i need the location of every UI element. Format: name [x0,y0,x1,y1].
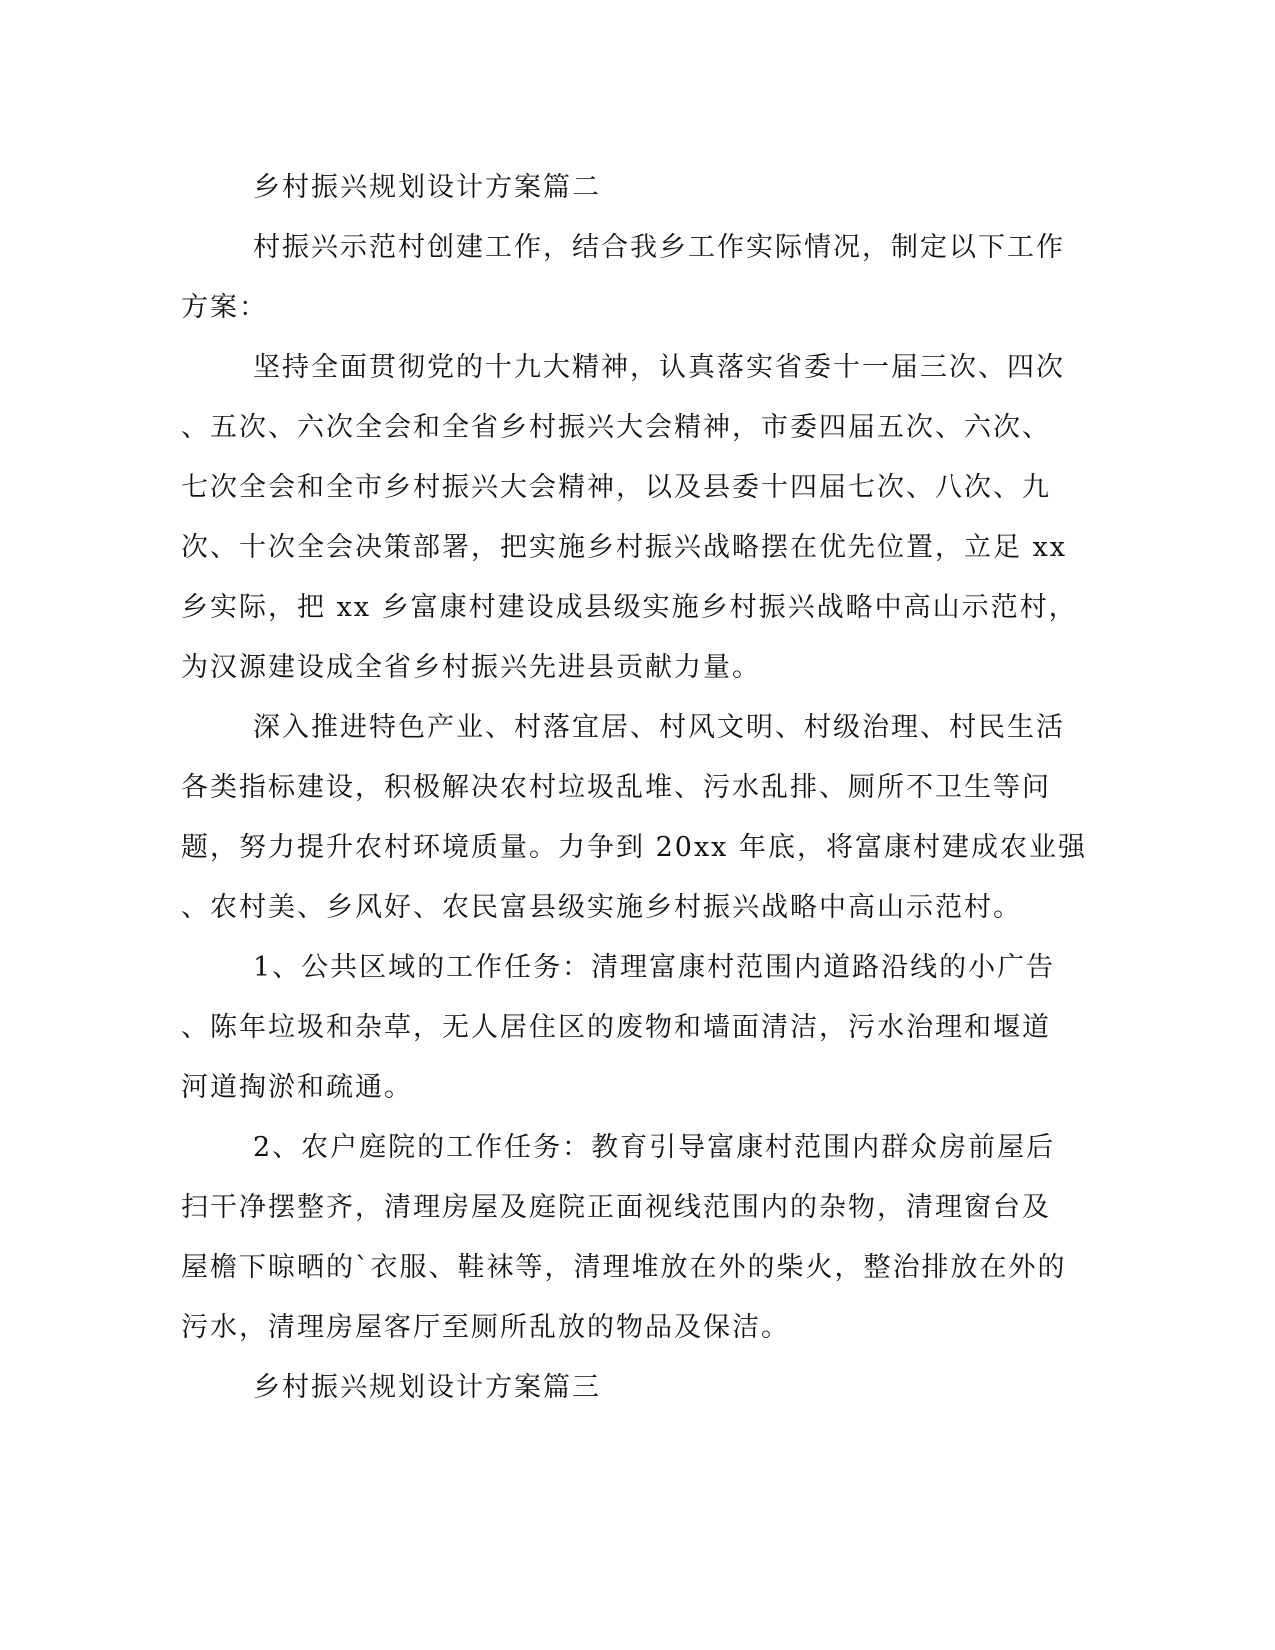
paragraph-line: 、五次、六次全会和全省乡村振兴大会精神，市委四届五次、六次、 [181,412,1051,443]
paragraph-line: 2、农户庭院的工作任务：教育引导富康村范围内群众房前屋后 [253,1132,1056,1163]
paragraph-line: 河道掏淤和疏通。 [181,1072,413,1103]
heading-title-3: 乡村振兴规划设计方案篇三 [253,1372,601,1403]
paragraph-line: 乡实际，把 xx 乡富康村建设成县级实施乡村振兴战略中高山示范村， [181,592,1078,623]
document-body [181,158,1087,1418]
paragraph-line: 各类指标建设，积极解决农村垃圾乱堆、污水乱排、厕所不卫生等问 [181,772,1051,803]
paragraph-line: 坚持全面贯彻党的十九大精神，认真落实省委十一届三次、四次 [253,352,1065,383]
paragraph-line: 、陈年垃圾和杂草，无人居住区的废物和墙面清洁，污水治理和堰道 [181,1012,1051,1043]
paragraph-line: 题，努力提升农村环境质量。力争到 20xx 年底，将富康村建成农业强 [181,832,1087,863]
heading-title-2: 乡村振兴规划设计方案篇二 [253,172,601,203]
paragraph-line: 七次全会和全市乡村振兴大会精神，以及县委十四届七次、八次、九 [181,472,1051,503]
paragraph-goals [181,698,1087,938]
section-heading-3 [181,1358,1041,1418]
paragraph-line: 方案： [181,292,268,323]
section-heading-2 [181,158,1041,218]
paragraph-guiding [181,338,1078,698]
paragraph-line: 污水，清理房屋客厅至厕所乱放的物品及保洁。 [181,1312,790,1343]
paragraph-line: 屋檐下晾晒的`衣服、鞋袜等，清理堆放在外的柴火，整治排放在外的 [181,1252,1067,1283]
paragraph-line: 、农村美、乡风好、农民富县级实施乡村振兴战略中高山示范村。 [181,892,1022,923]
paragraph-line: 1、公共区域的工作任务：清理富康村范围内道路沿线的小广告 [253,952,1056,983]
paragraph-line: 村振兴示范村创建工作，结合我乡工作实际情况，制定以下工作 [253,232,1065,263]
paragraph-line: 为汉源建设成全省乡村振兴先进县贡献力量。 [181,652,761,683]
paragraph-intro [181,218,1065,338]
paragraph-line: 深入推进特色产业、村落宜居、村风文明、村级治理、村民生活 [253,712,1065,743]
paragraph-task-2 [181,1118,1067,1358]
paragraph-line: 次、十次全会决策部署，把实施乡村振兴战略摆在优先位置，立足 xx [181,532,1068,563]
paragraph-line: 扫干净摆整齐，清理房屋及庭院正面视线范围内的杂物，清理窗台及 [181,1192,1051,1223]
paragraph-task-1 [181,938,1056,1118]
